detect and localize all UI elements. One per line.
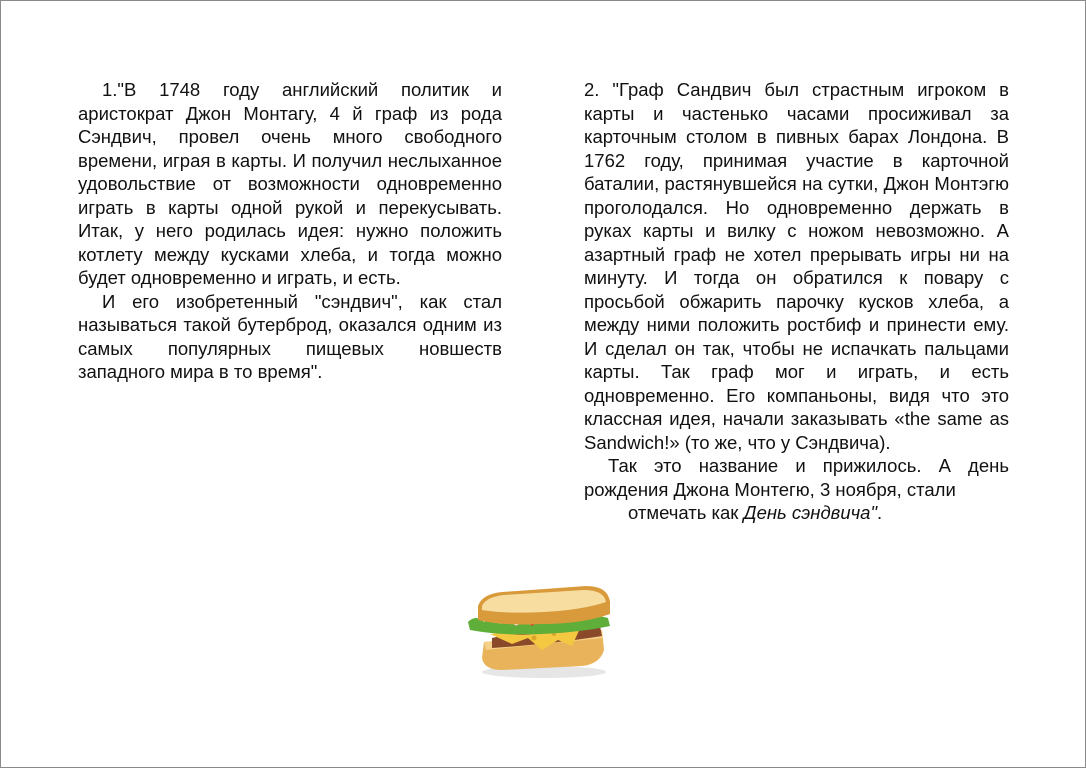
left-column [78, 78, 502, 384]
right-paragraph-1: 2. "Граф Сандвич был страстным игроком в карты и частенько часами просиживал за карточным столом в пивных барах Лондона. В 1762 году, принимая участие в карточной баталии, растянувшейся на сутки, Джон Монтэгю проголодался. Но одновременно держать в руках карты и вилку с ножом невозможно. А азартный граф не хотел прерывать игры ни на минуту. И тогда он обратился к повару с просьбой обжарить парочку кусков хлеба, а между ними положить ростбиф и принести ему. И сделал он так, чтобы не испачкать пальцами карты. Так граф мог и играть, и есть одновременно. Его компаньоны, видя что это классная идея, начали заказывать «the same as Sandwich!» (то же, что у Сэндвича). [584, 79, 1009, 453]
right-paragraph-2: Так это название и прижилось. А день рождения Джона Монтегю, 3 ноября, стали [584, 455, 1009, 500]
left-paragraph-1: 1."В 1748 году английский политик и аристократ Джон Монтагу, 4 й граф из рода Сэндвич, провел очень много свободного времени, играя в карты. И получил неслыханное удовольствие от возможности одновременно играть в карты одной рукой и перекусывать. Итак, у него родилась идея: нужно положить котлету между кусками хлеба, и тогда можно будет одновременно и играть, и есть. [78, 79, 502, 288]
right-paragraph-3-prefix: отмечать как [628, 502, 744, 523]
left-paragraph-2: И его изобретенный "сэндвич", как стал называться такой бутерброд, оказался одним из самых популярных пищевых новшеств западного мира в то время". [78, 290, 502, 382]
right-column [584, 78, 1009, 525]
sandwich-illustration [462, 580, 622, 680]
sandwich-day-text: День сэндвича" [743, 502, 878, 523]
sandwich-icon [462, 580, 622, 680]
right-paragraph-3-suffix: . [877, 502, 883, 523]
cheese-hole [532, 636, 537, 641]
right-paragraph-3 [584, 501, 1009, 525]
